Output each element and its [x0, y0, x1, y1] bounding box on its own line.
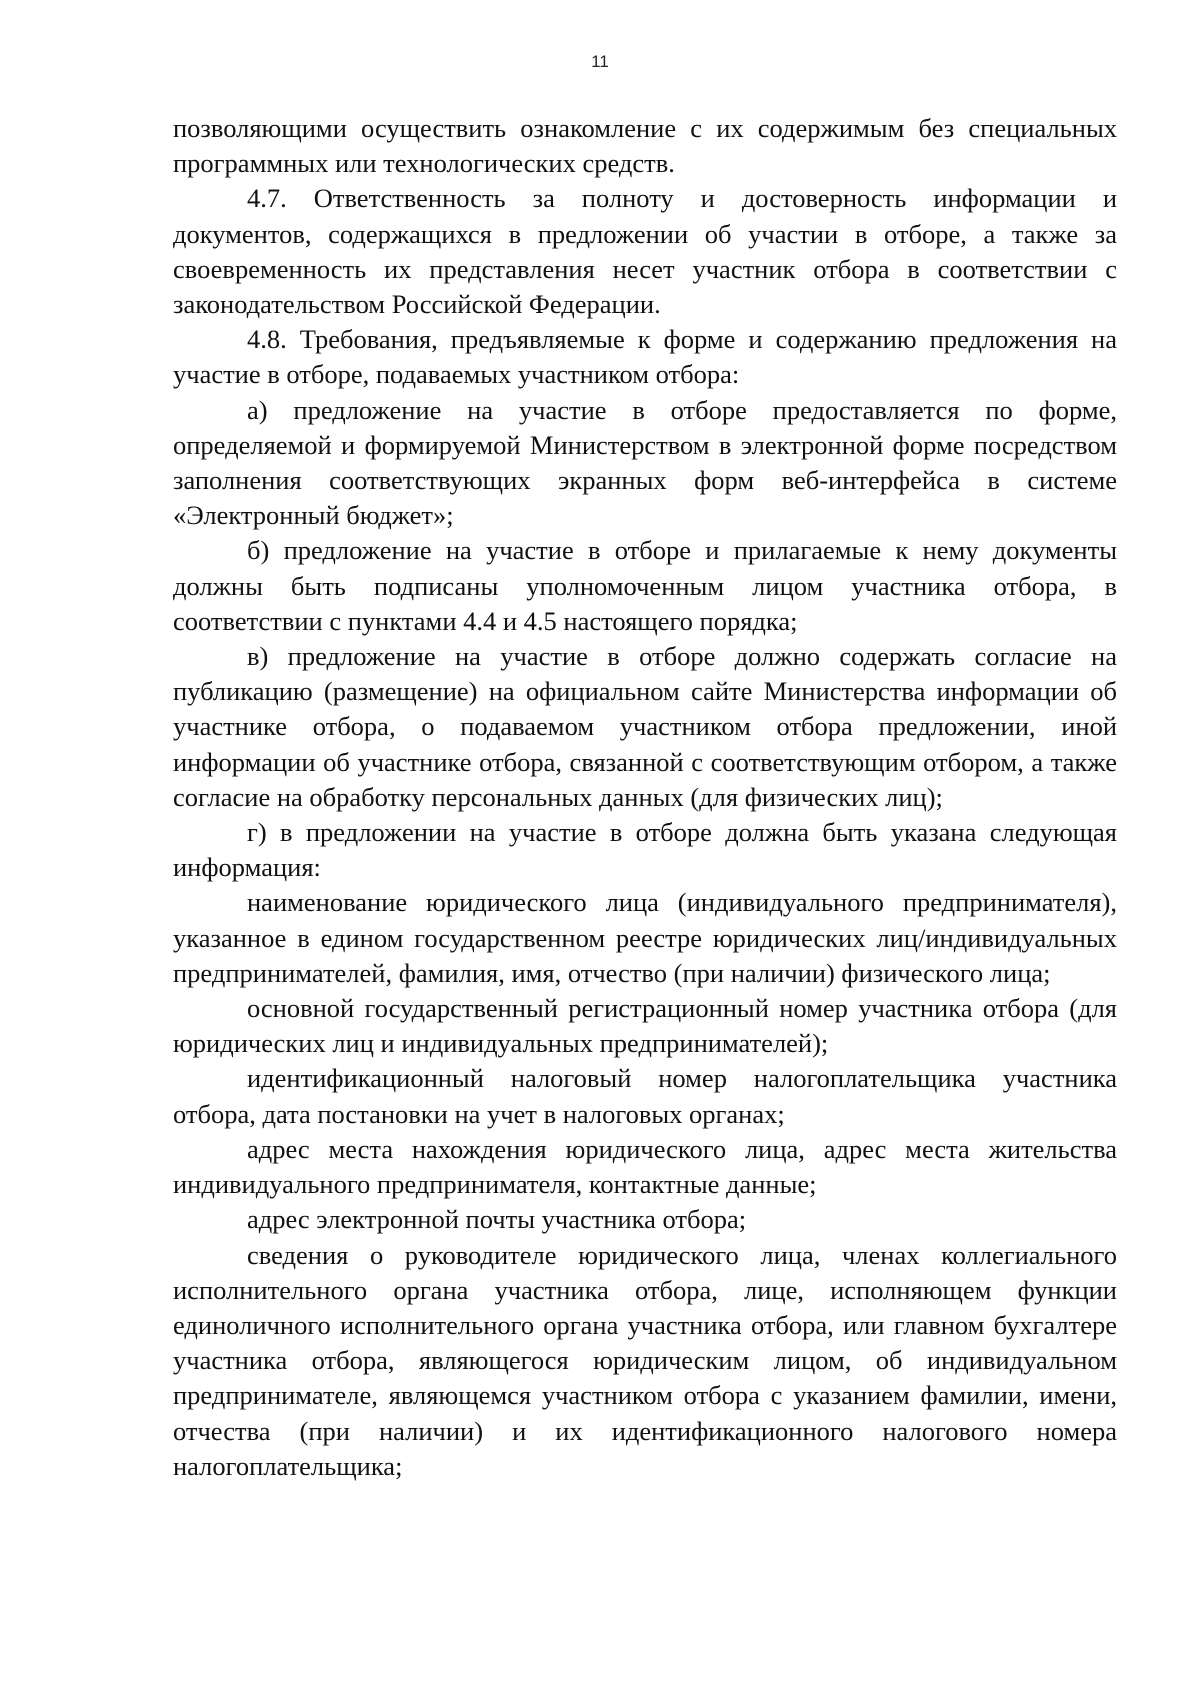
paragraph-4-7: 4.7. Ответственность за полноту и достоверность информации и документов, содержащихся в предложении об участии в отборе, а также за своевременность их представления несет участник отбора в соответствии с законодательством Российской Федерации. [173, 183, 1117, 320]
paragraph-4-8-g: г) в предложении на участие в отборе должна быть указана следующая информация: [173, 817, 1117, 883]
paragraph-continuation: позволяющими осуществить ознакомление с их содержимым без специальных программных или технологических средств. [173, 113, 1117, 179]
paragraph-4-8-a: а) предложение на участие в отборе предоставляется по форме, определяемой и формируемой Министерством в электронной форме посредством заполнения соответствующих экранных форм веб-интерфейса в системе «Электронный бюджет»; [173, 394, 1117, 531]
list-item-email: адрес электронной почты участника отбора; [247, 1204, 747, 1235]
page-number: 11 [591, 52, 609, 71]
list-item-address: адрес места нахождения юридического лица, адрес места жительства индивидуального предпринимателя, контактные данные; [173, 1133, 1117, 1200]
list-item-legal-name: наименование юридического лица (индивидуального предпринимателя), указанное в едином государственном реестре юридических лиц/индивидуальных предпринимателей, фамилия, имя, отчество (при наличии) физического лица; [173, 887, 1117, 988]
paragraph-4-8-b: б) предложение на участие в отборе и прилагаемые к нему документы должны быть подписаны уполномоченным лицом участника отбора, в соответствии с пунктами 4.4 и 4.5 настоящего порядка; [173, 535, 1117, 636]
list-item-inn: идентификационный налоговый номер налогоплательщика участника отбора, дата постановки на учет в налоговых органах; [173, 1063, 1117, 1129]
paragraph-4-8: 4.8. Требования, предъявляемые к форме и содержанию предложения на участие в отборе, подаваемых участником отбора: [173, 324, 1117, 390]
document-body [173, 111, 1117, 1484]
paragraph-4-8-v: в) предложение на участие в отборе должно содержать согласие на публикацию (размещение) на официальном сайте Министерства информации об участнике отбора, о подаваемом участником отбора предложении, иной информации об участнике отбора, связанной с соответствующим отбором, а также согласие на обработку персональных данных (для физических лиц); [173, 641, 1117, 812]
list-item-management-info: сведения о руководителе юридического лица, членах коллегиального исполнительного органа участника отбора, лице, исполняющем функции единоличного исполнительного органа участника отбора, или главном бухгалтере участника отбора, являющегося юридическим лицом, об индивидуальном предпринимателе, являющемся участником отбора с указанием фамилии, имени, отчества (при наличии) и их идентификационного налогового номера налогоплательщика; [173, 1239, 1117, 1481]
list-item-ogrn: основной государственный регистрационный номер участника отбора (для юридических лиц и индивидуальных предпринимателей); [173, 993, 1117, 1059]
